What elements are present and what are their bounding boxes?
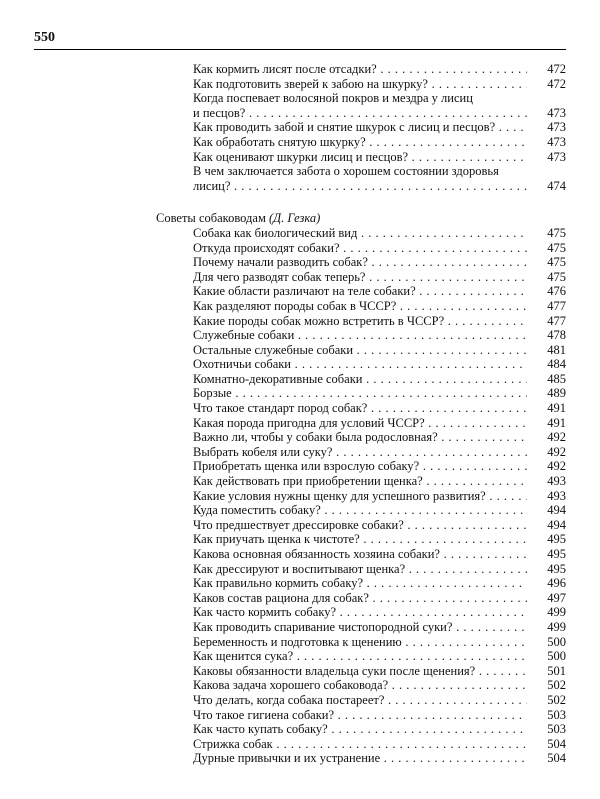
- toc-entry-title: Стрижка собак . . .: [193, 737, 527, 752]
- toc-entry-page: 500: [547, 634, 566, 649]
- toc-entry-title: Как щенится сука? . . .: [193, 649, 527, 664]
- toc-entry-page: 475: [547, 240, 566, 255]
- toc-entry-title: В чем заключается забота о хорошем состоянии здоровья: [193, 164, 527, 179]
- toc-entry-page: 491: [547, 415, 566, 430]
- toc-entry: [0, 489, 600, 504]
- toc-entry-title: Выбрать кобеля или суку? . . .: [193, 445, 527, 460]
- toc-entry-page: 492: [547, 459, 566, 474]
- toc-entry-title: Для чего разводят собак теперь? . . .: [193, 270, 527, 285]
- table-of-contents: [0, 62, 600, 766]
- toc-entry-page: 481: [547, 342, 566, 357]
- toc-entry-page: 472: [547, 62, 566, 76]
- toc-entry-title: Какие породы собак можно встретить в ЧССР? . . .: [193, 314, 527, 329]
- toc-entry: [0, 255, 600, 270]
- toc-entry: [0, 503, 600, 518]
- toc-entry: [0, 620, 600, 635]
- toc-entry-title: Важно ли, чтобы у собаки была родословная? . . .: [193, 430, 527, 445]
- toc-entry: [0, 401, 600, 416]
- toc-entry-title: Борзые . . .: [193, 386, 527, 401]
- toc-entry-title: Что делать, когда собака постареет? . . .: [193, 693, 527, 708]
- toc-entry: [0, 299, 600, 314]
- section-author: (Д. Гезка): [269, 211, 321, 226]
- toc-entry-title: Как действовать при приобретении щенка? . . .: [193, 474, 527, 489]
- toc-entry: [0, 722, 600, 737]
- toc-entry-title: Как оценивают шкурки лисиц и песцов? . . .: [193, 150, 527, 165]
- toc-entry-page: 502: [547, 678, 566, 693]
- toc-entry-page: 501: [547, 663, 566, 678]
- toc-entry-title: Как правильно кормить собаку? . . .: [193, 576, 527, 591]
- toc-block-dog-advice: [0, 226, 600, 766]
- toc-entry-page: 472: [547, 76, 566, 91]
- toc-entry: [0, 576, 600, 591]
- toc-entry-title: Приобретать щенка или взрослую собаку? . . .: [193, 459, 527, 474]
- page-number: 550: [34, 30, 55, 45]
- toc-entry: [0, 416, 600, 431]
- toc-entry-page: 491: [547, 401, 566, 416]
- toc-entry: [0, 120, 600, 135]
- toc-entry-title: Когда поспевает волосяной покров и мездра у лисиц: [193, 91, 527, 106]
- toc-entry: [0, 77, 600, 92]
- toc-entry-title: Какова основная обязанность хозяина собаки? . . .: [193, 547, 527, 562]
- toc-entry-title: Охотничьи собаки . . .: [193, 357, 527, 372]
- toc-entry: [0, 751, 600, 766]
- toc-entry-title: Что такое гигиена собаки? . . .: [193, 708, 527, 723]
- toc-entry-page: 477: [547, 298, 566, 313]
- toc-entry-page: 473: [547, 134, 566, 149]
- section-gap: [0, 193, 600, 211]
- toc-entry: [0, 693, 600, 708]
- toc-entry-page: 475: [547, 225, 566, 240]
- toc-entry-title: Как подготовить зверей к забою на шкурку? . . .: [193, 77, 527, 92]
- toc-entry-page: 504: [547, 751, 566, 766]
- toc-entry: [0, 430, 600, 445]
- toc-entry-page: 489: [547, 386, 566, 401]
- toc-entry: [0, 284, 600, 299]
- toc-entry: [0, 591, 600, 606]
- toc-entry: [0, 372, 600, 387]
- section-title: Советы собаководам: [156, 211, 266, 226]
- toc-entry: [0, 164, 600, 179]
- toc-entry-page: 492: [547, 430, 566, 445]
- toc-entry-title: Как дрессируют и воспитывают щенка? . . .: [193, 562, 527, 577]
- toc-entry: [0, 547, 600, 562]
- toc-entry-page: 495: [547, 532, 566, 547]
- toc-entry: [0, 106, 600, 121]
- toc-entry-title: Служебные собаки . . .: [193, 328, 527, 343]
- toc-entry: [0, 678, 600, 693]
- toc-entry-page: 502: [547, 692, 566, 707]
- toc-entry-page: 475: [547, 269, 566, 284]
- toc-entry-title: Как проводить забой и снятие шкурок с лисиц и песцов? . . .: [193, 120, 527, 135]
- toc-entry-page: 504: [547, 736, 566, 751]
- toc-entry-page: 499: [547, 619, 566, 634]
- toc-entry-page: 499: [547, 605, 566, 620]
- toc-entry-title: Какие области различают на теле собаки? . . .: [193, 284, 527, 299]
- toc-entry-page: 476: [547, 284, 566, 299]
- toc-entry-page: 500: [547, 649, 566, 664]
- toc-entry: [0, 635, 600, 650]
- toc-entry: [0, 150, 600, 165]
- toc-entry-title: лисиц? . . .: [193, 179, 527, 194]
- toc-entry-page: 484: [547, 357, 566, 372]
- toc-entry: [0, 562, 600, 577]
- toc-entry: [0, 270, 600, 285]
- toc-entry-page: 496: [547, 576, 566, 591]
- toc-entry-title: Какие условия нужны щенку для успешного развития? . . .: [193, 489, 527, 504]
- toc-entry-page: 473: [547, 149, 566, 164]
- section-heading: [0, 211, 600, 226]
- toc-entry: [0, 664, 600, 679]
- toc-entry: [0, 343, 600, 358]
- toc-entry-title: Откуда происходят собаки? . . .: [193, 241, 527, 256]
- toc-entry-title: Собака как биологический вид . . .: [193, 226, 527, 241]
- toc-entry: [0, 708, 600, 723]
- toc-entry: [0, 459, 600, 474]
- toc-entry-page: 503: [547, 707, 566, 722]
- toc-entry: [0, 328, 600, 343]
- toc-entry-page: 474: [547, 178, 566, 193]
- toc-entry-page: 494: [547, 517, 566, 532]
- toc-entry-title: Как приучать щенка к чистоте? . . .: [193, 532, 527, 547]
- toc-entry-page: 492: [547, 444, 566, 459]
- toc-entry-page: 473: [547, 105, 566, 120]
- toc-entry-title: Каковы обязанности владельца суки после щенения? . . .: [193, 664, 527, 679]
- toc-entry: [0, 357, 600, 372]
- toc-entry-page: 477: [547, 313, 566, 328]
- toc-entry-title: Остальные служебные собаки . . .: [193, 343, 527, 358]
- toc-entry-title: Каков состав рациона для собак? . . .: [193, 591, 527, 606]
- toc-entry: [0, 737, 600, 752]
- toc-entry-title: Что такое стандарт пород собак? . . .: [193, 401, 527, 416]
- toc-entry: [0, 314, 600, 329]
- toc-entry: [0, 135, 600, 150]
- toc-entry-title: Как обработать снятую шкурку? . . .: [193, 135, 527, 150]
- toc-entry: [0, 445, 600, 460]
- toc-entry-title: Как проводить спаривание чистопородной суки? . . .: [193, 620, 527, 635]
- toc-entry-page: 495: [547, 547, 566, 561]
- toc-entry-page: 494: [547, 503, 566, 518]
- toc-entry-title: Куда поместить собаку? . . .: [193, 503, 527, 518]
- toc-entry-page: 478: [547, 328, 566, 343]
- toc-entry: [0, 62, 600, 77]
- toc-entry-page: 485: [547, 371, 566, 386]
- toc-entry-title: Как часто кормить собаку? . . .: [193, 605, 527, 620]
- toc-entry-title: Почему начали разводить собак? . . .: [193, 255, 527, 270]
- toc-entry: [0, 649, 600, 664]
- toc-entry: [0, 386, 600, 401]
- toc-entry: [0, 474, 600, 489]
- toc-entry: [0, 91, 600, 106]
- toc-entry-page: 475: [547, 255, 566, 270]
- toc-entry-title: Дурные привычки и их устранение . . .: [193, 751, 527, 766]
- toc-entry-title: Беременность и подготовка к щенению . . .: [193, 635, 527, 650]
- toc-entry: [0, 532, 600, 547]
- toc-entry-title: Комнатно-декоративные собаки . . .: [193, 372, 527, 387]
- toc-entry-page: 503: [547, 722, 566, 737]
- toc-entry: [0, 179, 600, 194]
- toc-entry: [0, 605, 600, 620]
- toc-entry-title: Что предшествует дрессировке собаки? . . .: [193, 518, 527, 533]
- toc-entry: [0, 518, 600, 533]
- header-rule: [34, 49, 566, 50]
- toc-entry-title: Как разделяют породы собак в ЧССР? . . .: [193, 299, 527, 314]
- toc-entry-page: 493: [547, 488, 566, 503]
- toc-entry-page: 495: [547, 561, 566, 576]
- toc-entry-page: 497: [547, 590, 566, 605]
- toc-entry-title: и песцов? . . .: [193, 106, 527, 121]
- toc-entry-title: Какова задача хорошего собаковода? . . .: [193, 678, 527, 693]
- toc-entry-page: 473: [547, 120, 566, 135]
- toc-entry-page: 493: [547, 474, 566, 489]
- toc-entry-title: Какая порода пригодна для условий ЧССР? . . .: [193, 416, 527, 431]
- toc-entry-title: Как кормить лисят после отсадки? . . .: [193, 62, 527, 77]
- toc-entry-title: Как часто купать собаку? . . .: [193, 722, 527, 737]
- toc-block-fur-animals: [0, 62, 600, 193]
- toc-entry: [0, 241, 600, 256]
- toc-entry: [0, 226, 600, 241]
